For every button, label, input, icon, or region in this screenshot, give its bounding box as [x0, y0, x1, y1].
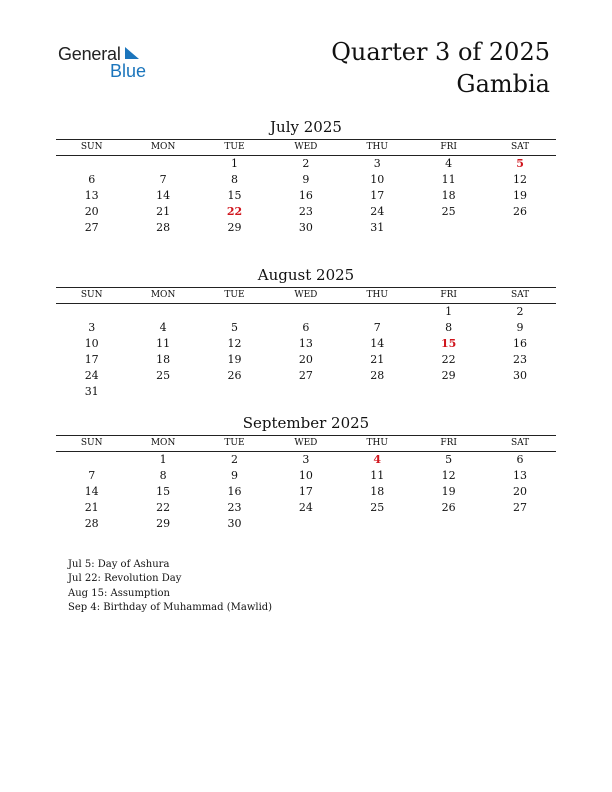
day-cell [56, 452, 127, 468]
day-cell: 4 [445, 157, 453, 170]
week-row [56, 352, 556, 368]
weekday-header [56, 287, 556, 304]
day-cell [199, 304, 270, 320]
day-cell: 19 [513, 189, 528, 202]
weekday-label: SAT [510, 290, 530, 300]
day-cell [484, 384, 555, 400]
day-cell: 13 [84, 189, 99, 202]
day-cell: 1 [445, 305, 453, 318]
day-cell: 8 [159, 469, 167, 482]
day-cell: 12 [513, 173, 528, 186]
logo-general-text: General [58, 44, 121, 64]
weekday-label: THU [366, 142, 388, 152]
day-cell [56, 304, 127, 320]
day-cell: 25 [370, 501, 385, 514]
day-cell [413, 384, 484, 400]
day-cell: 21 [84, 501, 99, 514]
day-cell: 5 [230, 321, 238, 334]
day-cell [127, 384, 198, 400]
title-country: Gambia [456, 70, 550, 98]
weekday-label: FRI [440, 142, 457, 152]
day-cell: 28 [156, 221, 171, 234]
day-cell: 9 [516, 321, 524, 334]
day-cell [127, 304, 198, 320]
day-cell [413, 220, 484, 236]
day-cell [127, 156, 198, 172]
day-cell: 1 [230, 157, 238, 170]
day-cell: 9 [302, 173, 310, 186]
weekday-label: FRI [440, 290, 457, 300]
week-row [56, 304, 556, 320]
day-cell: 8 [445, 321, 453, 334]
day-cell: 12 [227, 337, 242, 350]
holiday-day-cell: 22 [226, 205, 243, 218]
day-cell: 12 [441, 469, 456, 482]
day-cell: 19 [441, 485, 456, 498]
weekday-label: WED [294, 142, 318, 152]
week-row [56, 172, 556, 188]
holiday-note: Jul 22: Revolution Day [68, 573, 182, 585]
day-cell: 10 [370, 173, 385, 186]
weekday-label: WED [294, 438, 318, 448]
day-cell: 14 [84, 485, 99, 498]
day-cell: 25 [156, 369, 171, 382]
day-cell: 30 [513, 369, 528, 382]
weekday-label: MON [150, 438, 176, 448]
day-cell: 22 [441, 353, 456, 366]
day-cell: 9 [230, 469, 238, 482]
week-row [56, 204, 556, 220]
day-cell: 1 [159, 453, 167, 466]
day-cell: 3 [88, 321, 96, 334]
page-title [331, 36, 550, 100]
day-cell [484, 220, 555, 236]
day-cell: 27 [298, 369, 313, 382]
weekday-label: WED [294, 290, 318, 300]
day-cell: 11 [156, 337, 171, 350]
day-cell: 30 [227, 517, 242, 530]
holiday-day-cell: 4 [373, 453, 382, 466]
day-cell [270, 384, 341, 400]
day-cell: 22 [156, 501, 171, 514]
weekday-label: TUE [224, 142, 245, 152]
day-cell: 18 [370, 485, 385, 498]
day-cell: 28 [370, 369, 385, 382]
day-cell: 24 [84, 369, 99, 382]
day-cell: 26 [227, 369, 242, 382]
day-cell: 2 [230, 453, 238, 466]
day-cell: 29 [441, 369, 456, 382]
day-cell: 4 [159, 321, 167, 334]
week-row [56, 336, 556, 352]
week-row [56, 368, 556, 384]
day-cell: 24 [370, 205, 385, 218]
day-cell: 16 [298, 189, 313, 202]
day-cell: 17 [298, 485, 313, 498]
holiday-note: Aug 15: Assumption [68, 587, 171, 599]
day-cell: 26 [441, 501, 456, 514]
month-title: July 2025 [270, 118, 342, 136]
month-july [56, 117, 556, 236]
week-row [56, 156, 556, 172]
holiday-day-cell: 15 [440, 337, 457, 350]
day-cell: 27 [513, 501, 528, 514]
title-quarter: Quarter 3 of 2025 [331, 38, 550, 66]
day-cell: 10 [298, 469, 313, 482]
day-cell [270, 516, 341, 532]
day-cell: 3 [373, 157, 381, 170]
week-row [56, 516, 556, 532]
holiday-note: Jul 5: Day of Ashura [68, 559, 170, 570]
day-cell: 6 [88, 173, 96, 186]
day-cell: 5 [445, 453, 453, 466]
weekday-label: FRI [440, 438, 457, 448]
weekday-label: MON [150, 142, 176, 152]
holiday-day-cell: 5 [516, 157, 524, 170]
generalblue-logo [58, 44, 168, 82]
weekday-header [56, 435, 556, 452]
day-cell: 16 [227, 485, 242, 498]
day-cell: 2 [516, 305, 524, 318]
day-cell: 20 [298, 353, 313, 366]
day-cell: 25 [441, 205, 456, 218]
weekday-label: SUN [80, 438, 103, 448]
day-cell: 30 [298, 221, 313, 234]
day-cell: 20 [84, 205, 99, 218]
weekday-label: SUN [80, 290, 103, 300]
day-cell: 7 [373, 321, 381, 334]
day-cell: 31 [84, 385, 99, 398]
day-cell: 24 [298, 501, 313, 514]
weekday-label: SAT [510, 142, 530, 152]
week-row [56, 384, 556, 400]
month-title: September 2025 [242, 414, 370, 432]
day-cell [56, 156, 127, 172]
day-cell [342, 384, 413, 400]
holiday-note: Sep 4: Birthday of Muhammad (Mawlid) [68, 601, 273, 613]
day-cell: 18 [441, 189, 456, 202]
day-cell: 8 [230, 173, 238, 186]
month-august [56, 265, 556, 400]
weekday-label: SAT [510, 438, 530, 448]
day-cell: 18 [156, 353, 171, 366]
day-cell: 20 [513, 485, 528, 498]
day-cell: 7 [88, 469, 96, 482]
day-cell: 17 [84, 353, 99, 366]
day-cell: 16 [513, 337, 528, 350]
day-cell: 10 [84, 337, 99, 350]
weekday-label: TUE [224, 438, 245, 448]
day-cell: 29 [227, 221, 242, 234]
day-cell [413, 516, 484, 532]
day-cell: 31 [370, 221, 385, 234]
day-cell [342, 304, 413, 320]
day-cell: 23 [227, 501, 242, 514]
day-cell: 14 [370, 337, 385, 350]
week-row [56, 468, 556, 484]
day-cell: 11 [441, 173, 456, 186]
day-cell: 14 [156, 189, 171, 202]
day-cell: 23 [513, 353, 528, 366]
weekday-label: THU [366, 290, 388, 300]
day-cell: 21 [156, 205, 171, 218]
logo-blue-text: Blue [110, 61, 147, 81]
day-cell: 13 [513, 469, 528, 482]
day-cell: 21 [370, 353, 385, 366]
day-cell [199, 384, 270, 400]
week-row [56, 320, 556, 336]
day-cell: 6 [516, 453, 524, 466]
day-cell: 15 [156, 485, 171, 498]
week-row [56, 484, 556, 500]
day-cell: 27 [84, 221, 99, 234]
month-september [56, 413, 556, 532]
month-title: August 2025 [257, 266, 355, 284]
day-cell: 23 [298, 205, 313, 218]
week-row [56, 220, 556, 236]
day-cell: 13 [298, 337, 313, 350]
weekday-label: TUE [224, 290, 245, 300]
day-cell: 2 [302, 157, 310, 170]
day-cell: 6 [302, 321, 310, 334]
day-cell: 26 [513, 205, 528, 218]
day-cell: 15 [227, 189, 242, 202]
day-cell: 17 [370, 189, 385, 202]
day-cell: 11 [370, 469, 385, 482]
day-cell [484, 516, 555, 532]
week-row [56, 188, 556, 204]
day-cell: 28 [84, 517, 99, 530]
logo-triangle-icon [125, 47, 139, 59]
weekday-label: MON [150, 290, 176, 300]
day-cell: 7 [159, 173, 167, 186]
day-cell [342, 516, 413, 532]
week-row [56, 500, 556, 516]
week-row [56, 452, 556, 468]
day-cell [270, 304, 341, 320]
weekday-label: THU [366, 438, 388, 448]
weekday-header [56, 139, 556, 156]
holiday-notes [68, 558, 272, 615]
weekday-label: SUN [80, 142, 103, 152]
day-cell: 3 [302, 453, 310, 466]
day-cell: 29 [156, 517, 171, 530]
day-cell: 19 [227, 353, 242, 366]
